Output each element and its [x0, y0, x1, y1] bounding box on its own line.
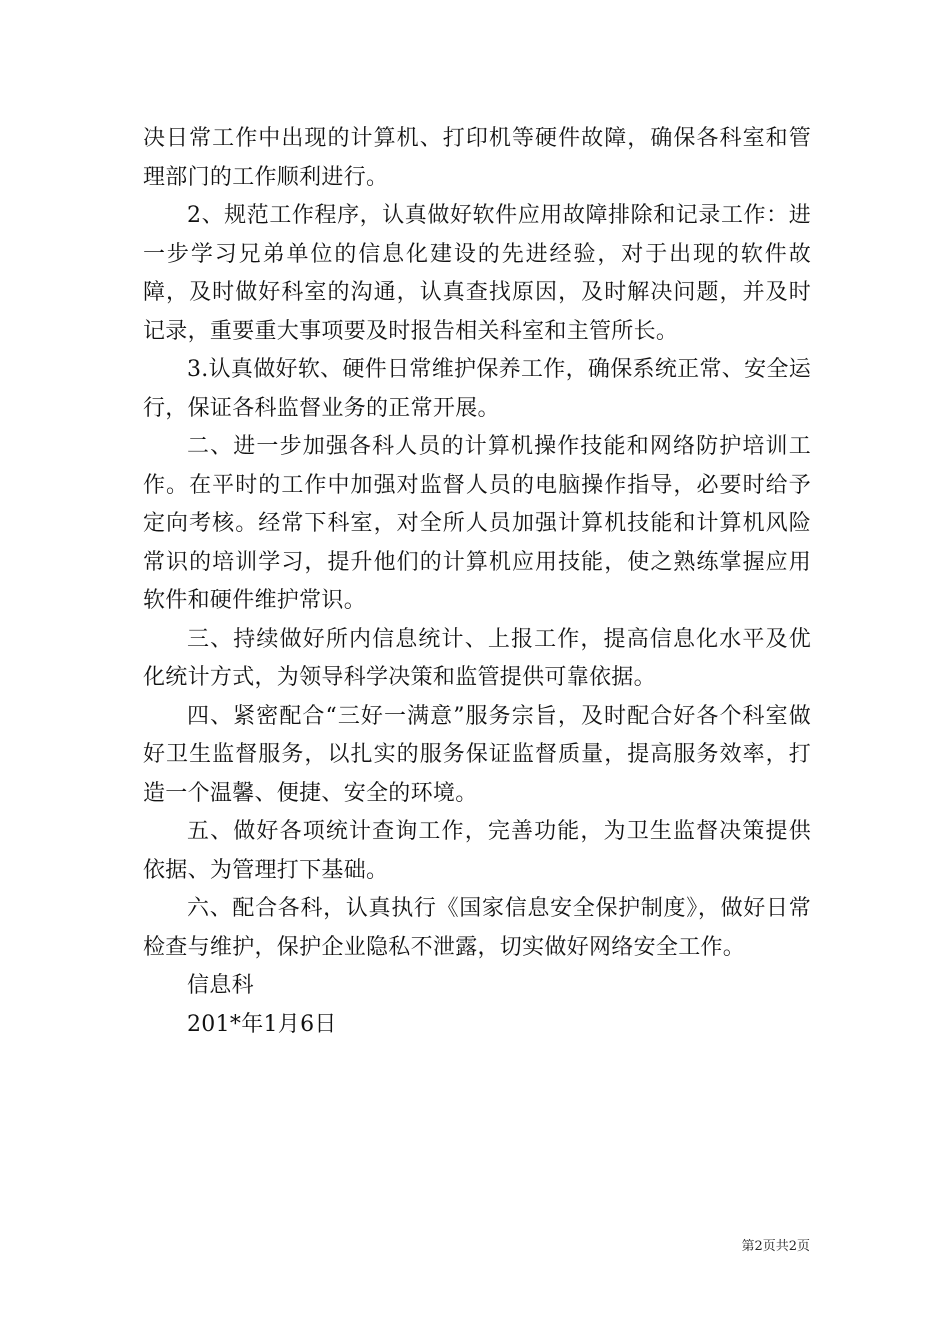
paragraph-security: 六、配合各科，认真执行《国家信息安全保护制度》，做好日常检查与维护，保护企业隐私不泄露，切实做好网络安全工作。 — [143, 896, 811, 960]
paragraph-training: 二、进一步加强各科人员的计算机操作技能和网络防护培训工作。在平时的工作中加强对监督人员的电脑操作指导，必要时给予定向考核。经常下科室，对全所人员加强计算机技能和计算机风险常识的培训学习，提升他们的计算机应用技能，使之熟练掌握应用软件和硬件维护常识。 — [143, 434, 811, 613]
signature-date: 201*年1月6日 — [187, 1011, 337, 1037]
paragraph-query-work: 五、做好各项统计查询工作，完善功能，为卫生监督决策提供依据、为管理打下基础。 — [143, 819, 811, 883]
paragraph-service: 四、紧密配合“三好一满意”服务宗旨，及时配合好各个科室做好卫生监督服务，以扎实的服务保证监督质量，提高服务效率，打造一个温馨、便捷、安全的环境。 — [143, 703, 811, 806]
paragraph-maintenance: 3.认真做好软、硬件日常维护保养工作，确保系统正常、安全运行，保证各科监督业务的正常开展。 — [143, 357, 811, 421]
signature-department: 信息科 — [187, 973, 254, 998]
document-body — [143, 120, 811, 1044]
page-number-footer: 第2页共2页 — [741, 1239, 810, 1254]
paragraph-continued: 决日常工作中出现的计算机、打印机等硬件故障，确保各科室和管理部门的工作顺利进行。 — [143, 126, 811, 190]
paragraph-software-troubleshooting: 2、规范工作程序，认真做好软件应用故障排除和记录工作：进一步学习兄弟单位的信息化建设的先进经验，对于出现的软件故障，及时做好科室的沟通，认真查找原因，及时解决问题，并及时记录，重要重大事项要及时报告相关科室和主管所长。 — [143, 203, 811, 344]
paragraph-statistics: 三、持续做好所内信息统计、上报工作，提高信息化水平及优化统计方式，为领导科学决策和监管提供可靠依据。 — [143, 626, 811, 690]
